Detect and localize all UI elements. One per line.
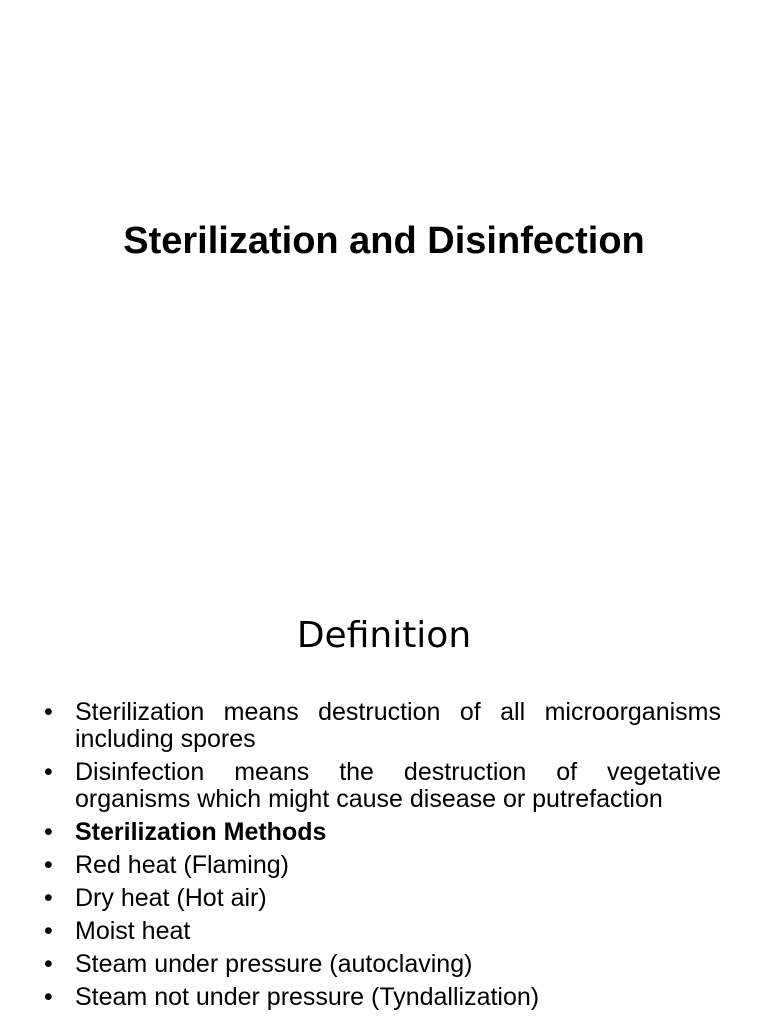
bullet-icon: •	[44, 917, 53, 945]
bullet-text: Red heat (Flaming)	[75, 851, 289, 879]
definition-bullet-list	[0, 699, 768, 1017]
bullet-icon: •	[44, 758, 53, 786]
bullet-steam-not-under-pressure	[0, 984, 768, 1011]
section-heading-definition: Definition	[296, 615, 472, 656]
bullet-sterilization-methods	[0, 819, 768, 846]
bullet-steam-under-pressure	[0, 951, 768, 978]
bullet-text: Steam not under pressure (Tyndallization)	[75, 983, 540, 1011]
bullet-text: Sterilization Methods	[75, 818, 327, 846]
bullet-dry-heat	[0, 885, 768, 912]
bullet-icon: •	[44, 698, 53, 726]
bullet-text: Dry heat (Hot air)	[75, 884, 267, 912]
bullet-text: Disinfection means the destruction of vegetative organisms which might cause disease or putrefaction	[75, 758, 721, 813]
slide-title: Sterilization and Disinfection	[123, 220, 645, 262]
bullet-moist-heat	[0, 918, 768, 945]
bullet-disinfection-definition	[0, 759, 768, 813]
bullet-red-heat	[0, 852, 768, 879]
bullet-sterilization-definition	[0, 699, 768, 753]
bullet-icon: •	[44, 818, 53, 846]
bullet-text: Steam under pressure (autoclaving)	[75, 950, 473, 978]
bullet-icon: •	[44, 884, 53, 912]
bullet-icon: •	[44, 950, 53, 978]
bullet-text: Moist heat	[75, 917, 191, 945]
bullet-text: Sterilization means destruction of all microorganisms including spores	[75, 698, 721, 753]
bullet-icon: •	[44, 983, 53, 1011]
bullet-icon: •	[44, 851, 53, 879]
